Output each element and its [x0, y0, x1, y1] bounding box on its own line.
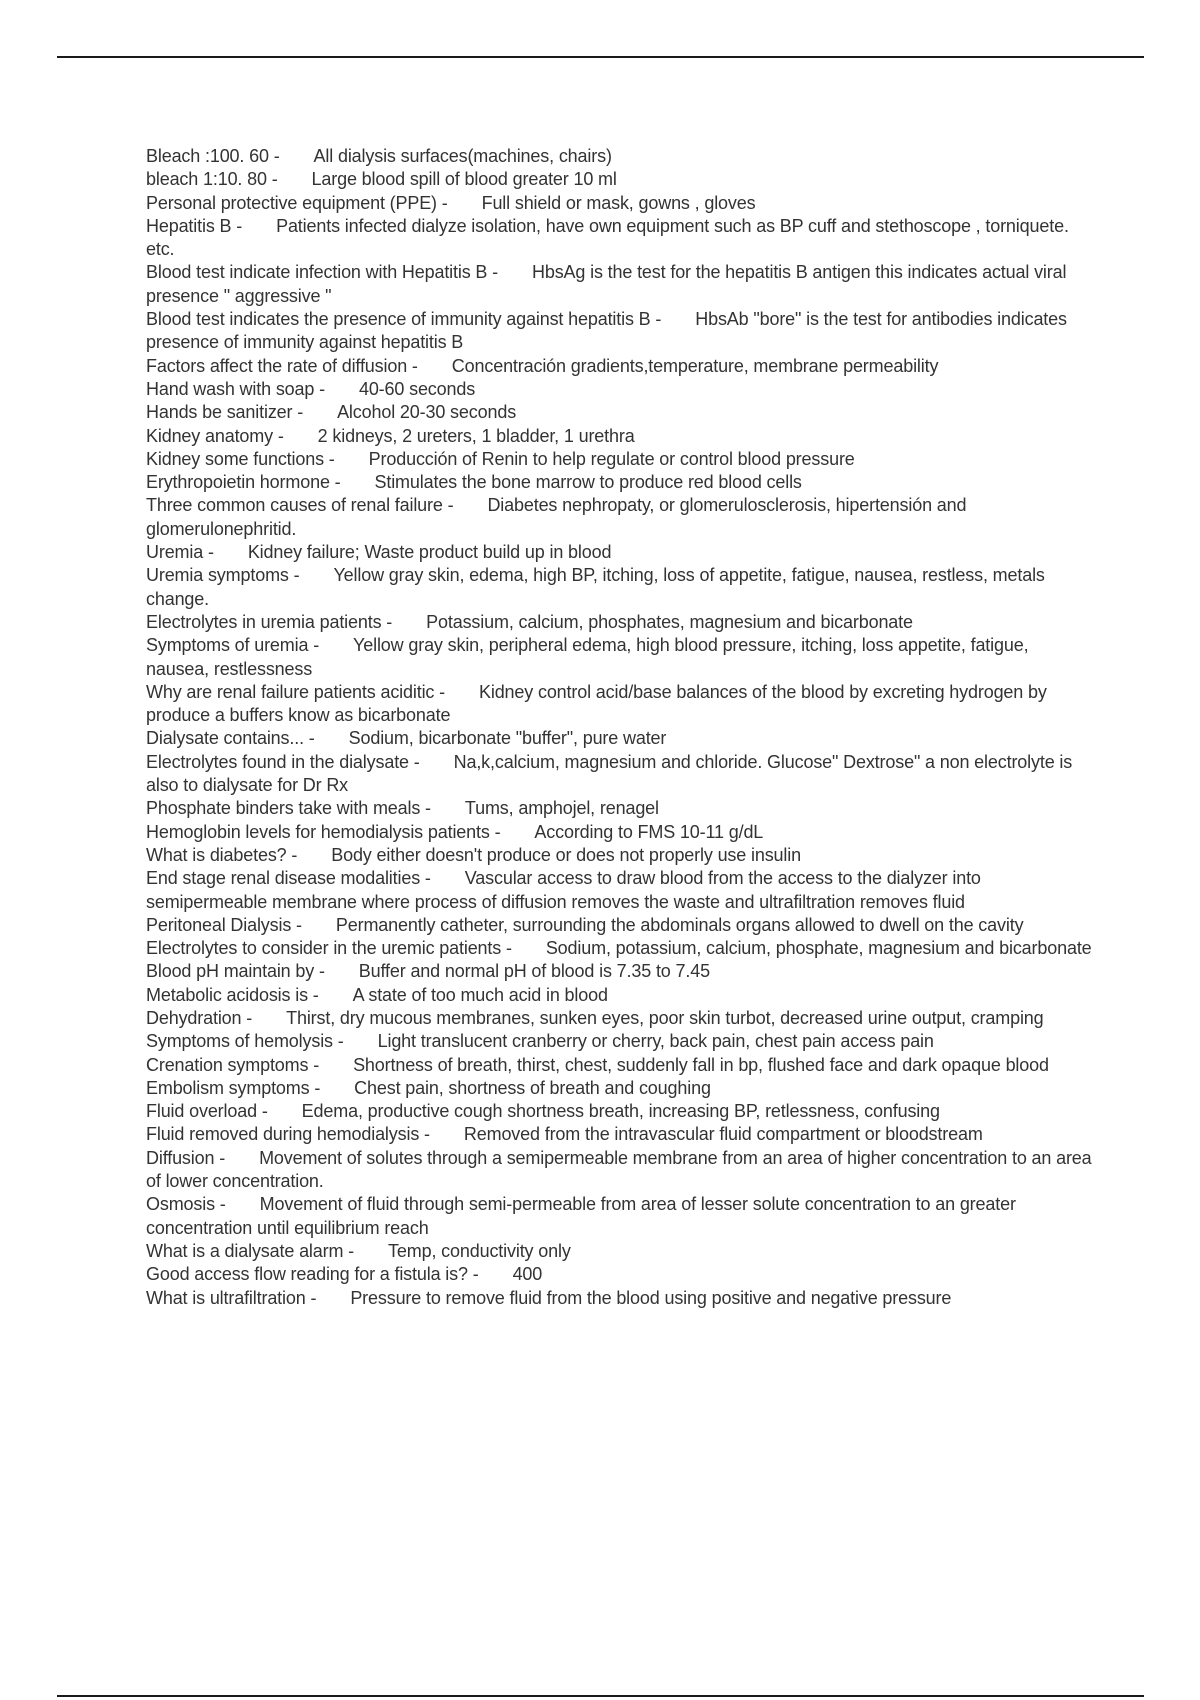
flashcard-entry	[146, 378, 1096, 401]
entry-term: Blood test indicates the presence of immunity against hepatitis B -	[146, 309, 662, 330]
entry-term: Good access flow reading for a fistula is? -	[146, 1264, 479, 1285]
entry-term: Blood test indicate infection with Hepatitis B -	[146, 262, 498, 283]
flashcard-entry	[146, 1147, 1096, 1194]
flashcard-entry	[146, 1263, 1096, 1286]
entry-definition: Temp, conductivity only	[388, 1240, 571, 1261]
entry-term: Kidney anatomy -	[146, 425, 284, 446]
entry-definition: Removed from the intravascular fluid compartment or bloodstream	[463, 1124, 983, 1145]
entry-term: Phosphate binders take with meals -	[146, 798, 431, 819]
flashcard-entry	[146, 1030, 1096, 1053]
entry-term: What is diabetes? -	[146, 844, 298, 865]
entry-term: Embolism symptoms -	[146, 1077, 321, 1098]
entry-definition: According to FMS 10-11 g/dL	[534, 821, 764, 842]
entry-term: Dehydration -	[146, 1007, 253, 1028]
flashcard-entry	[146, 564, 1096, 611]
entry-definition: Movement of fluid through semi-permeable from area of lesser solute concentration to an greater concentration until equilibrium reach	[146, 1194, 1016, 1238]
flashcard-entry	[146, 1287, 1096, 1310]
flashcard-entry	[146, 401, 1096, 424]
entry-definition: Permanently catheter, surrounding the abdominals organs allowed to dwell on the cavity	[335, 914, 1024, 935]
entry-term: Three common causes of renal failure -	[146, 495, 454, 516]
entry-term: Bleach :100. 60 -	[146, 146, 280, 166]
entry-definition: Sodium, bicarbonate "buffer", pure water	[348, 728, 667, 749]
entry-definition: Patients infected dialyze isolation, have own equipment such as BP cuff and stethoscope , torniquete. etc.	[146, 215, 1069, 260]
entry-definition: 40-60 seconds	[358, 378, 476, 399]
flashcard-entry	[146, 960, 1096, 983]
entry-term: Dialysate contains... -	[146, 728, 315, 749]
entry-term: bleach 1:10. 80 -	[146, 169, 278, 190]
entry-term: Fluid removed during hemodialysis -	[146, 1124, 430, 1145]
entry-definition: Stimulates the bone marrow to produce red blood cells	[374, 472, 802, 493]
flashcard-entry	[146, 634, 1096, 681]
top-rule	[57, 56, 1144, 58]
entry-term: Osmosis -	[146, 1194, 226, 1215]
entry-term: What is a dialysate alarm -	[146, 1240, 355, 1261]
flashcard-entry	[146, 821, 1096, 844]
entry-definition: Chest pain, shortness of breath and coughing	[354, 1077, 711, 1098]
entry-term: Fluid overload -	[146, 1101, 268, 1122]
entry-term: Electrolytes in uremia patients -	[146, 611, 393, 632]
entry-definition: 2 kidneys, 2 ureters, 1 bladder, 1 urethra	[317, 425, 635, 446]
entry-term: Blood pH maintain by -	[146, 961, 325, 982]
flashcard-entry	[146, 192, 1096, 215]
entry-definition: Diabetes nephropaty, or glomerulosclerosis, hipertensión and glomerulonephritid.	[146, 495, 967, 539]
entry-definition: Tums, amphojel, renagel	[464, 798, 659, 819]
entry-definition: Alcohol 20-30 seconds	[337, 402, 517, 423]
entry-term: Kidney some functions -	[146, 448, 335, 469]
entry-term: What is ultrafiltration -	[146, 1287, 317, 1308]
flashcard-entry	[146, 844, 1096, 867]
flashcard-entry	[146, 984, 1096, 1007]
entry-term: Uremia -	[146, 542, 214, 563]
entry-definition: Na,k,calcium, magnesium and chloride. Glucose" Dextrose" a non electrolyte is also to dialysate for Dr Rx	[146, 751, 1073, 796]
entry-definition: Producción of Renin to help regulate or control blood pressure	[368, 448, 855, 469]
flashcard-entry	[146, 1240, 1096, 1263]
entry-definition: Concentración gradients,temperature, membrane permeability	[451, 355, 939, 376]
entry-definition: Sodium, potassium, calcium, phosphate, magnesium and bicarbonate	[545, 938, 1092, 959]
entry-definition: Yellow gray skin, peripheral edema, high blood pressure, itching, loss appetite, fatigue, nausea, restlessness	[146, 635, 1029, 679]
entry-term: Personal protective equipment (PPE) -	[146, 192, 448, 213]
entry-definition: HbsAg is the test for the hepatitis B antigen this indicates actual viral presence " aggressive "	[146, 262, 1067, 306]
entry-definition: Thirst, dry mucous membranes, sunken eyes, poor skin turbot, decreased urine output, cramping	[286, 1007, 1044, 1028]
entry-definition: Kidney failure; Waste product build up in blood	[247, 542, 612, 563]
entry-definition: Pressure to remove fluid from the blood using positive and negative pressure	[350, 1287, 952, 1308]
entry-definition: Yellow gray skin, edema, high BP, itching, loss of appetite, fatigue, nausea, restless, metals change.	[146, 565, 1045, 609]
flashcard-entry	[146, 1100, 1096, 1123]
entry-term: Symptoms of hemolysis -	[146, 1031, 344, 1052]
entry-definition: Edema, productive cough shortness breath, increasing BP, retlessness, confusing	[301, 1101, 940, 1122]
flashcard-entry	[146, 261, 1096, 308]
flashcard-entry	[146, 448, 1096, 471]
flashcard-entry	[146, 797, 1096, 820]
flashcard-entry	[146, 681, 1096, 728]
flashcard-list	[146, 145, 1096, 1310]
entry-definition: HbsAb "bore" is the test for antibodies indicates presence of immunity against hepatitis B	[146, 309, 1067, 353]
entry-term: Hands be sanitizer -	[146, 402, 304, 423]
flashcard-entry	[146, 1007, 1096, 1030]
flashcard-entry	[146, 1123, 1096, 1146]
entry-term: Hemoglobin levels for hemodialysis patients -	[146, 821, 501, 842]
flashcard-entry	[146, 867, 1096, 914]
entry-definition: Large blood spill of blood greater 10 ml	[311, 169, 617, 190]
entry-term: Hand wash with soap -	[146, 378, 325, 399]
entry-definition: A state of too much acid in blood	[352, 984, 608, 1005]
flashcard-entry	[146, 611, 1096, 634]
flashcard-entry	[146, 355, 1096, 378]
entry-definition: Buffer and normal pH of blood is 7.35 to 7.45	[358, 961, 710, 982]
entry-term: End stage renal disease modalities -	[146, 868, 431, 889]
flashcard-entry	[146, 215, 1096, 262]
entry-definition: Light translucent cranberry or cherry, back pain, chest pain access pain	[377, 1031, 934, 1052]
entry-term: Symptoms of uremia -	[146, 635, 320, 656]
entry-term: Erythropoietin hormone -	[146, 472, 341, 493]
entry-definition: Kidney control acid/base balances of the blood by excreting hydrogen by produce a buffers know as bicarbonate	[146, 681, 1047, 726]
entry-term: Uremia symptoms -	[146, 565, 300, 586]
entry-definition: Shortness of breath, thirst, chest, suddenly fall in bp, flushed face and dark opaque blood	[353, 1054, 1049, 1075]
flashcard-entry	[146, 308, 1096, 355]
flashcard-entry	[146, 425, 1096, 448]
flashcard-entry	[146, 937, 1096, 960]
entry-term: Peritoneal Dialysis -	[146, 914, 302, 935]
flashcard-entry	[146, 471, 1096, 494]
flashcard-entry	[146, 914, 1096, 937]
flashcard-entry	[146, 1054, 1096, 1077]
entry-definition: Movement of solutes through a semipermeable membrane from an area of higher concentration to an area of lower concentration.	[146, 1147, 1092, 1192]
entry-definition: 400	[512, 1264, 543, 1285]
entry-term: Why are renal failure patients aciditic -	[146, 681, 445, 702]
entry-term: Hepatitis B -	[146, 215, 243, 236]
flashcard-entry	[146, 1193, 1096, 1240]
entry-definition: Vascular access to draw blood from the access to the dialyzer into semipermeable membrane where process of diffusion removes the waste and ultrafiltration removes fluid	[146, 868, 981, 912]
flashcard-entry	[146, 727, 1096, 750]
entry-definition: Potassium, calcium, phosphates, magnesium and bicarbonate	[426, 611, 913, 632]
entry-term: Electrolytes to consider in the uremic patients -	[146, 938, 512, 959]
entry-definition: All dialysis surfaces(machines, chairs)	[313, 146, 612, 166]
entry-term: Crenation symptoms -	[146, 1054, 320, 1075]
flashcard-entry	[146, 168, 1096, 191]
entry-definition: Full shield or mask, gowns , gloves	[481, 192, 756, 213]
entry-term: Diffusion -	[146, 1147, 226, 1168]
entry-definition: Body either doesn't produce or does not properly use insulin	[331, 844, 801, 865]
entry-term: Factors affect the rate of diffusion -	[146, 355, 418, 376]
entry-term: Electrolytes found in the dialysate -	[146, 751, 420, 772]
entry-term: Metabolic acidosis is -	[146, 984, 319, 1005]
flashcard-entry	[146, 1077, 1096, 1100]
flashcard-entry	[146, 494, 1096, 541]
flashcard-entry	[146, 145, 1096, 168]
bottom-rule	[57, 1695, 1144, 1697]
flashcard-entry	[146, 751, 1096, 798]
flashcard-entry	[146, 541, 1096, 564]
